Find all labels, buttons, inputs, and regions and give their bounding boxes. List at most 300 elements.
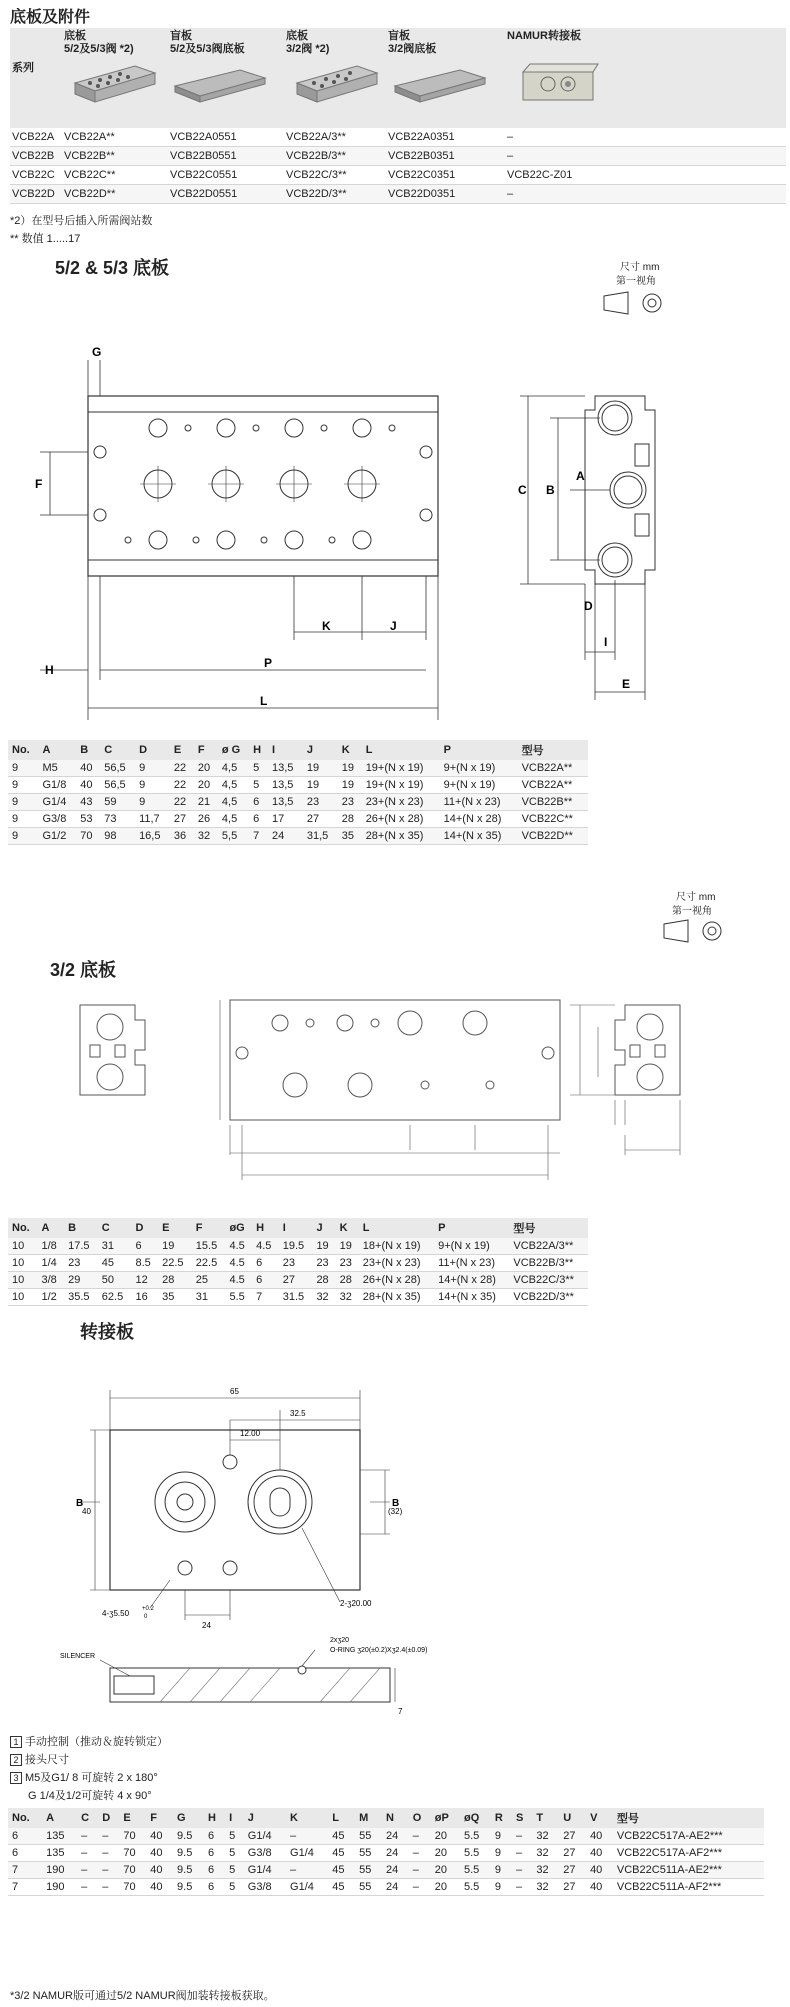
- table-cell: 35.5: [64, 1289, 98, 1306]
- col-header-base-52: 底板 5/2及5/3阀 *2): [64, 30, 134, 55]
- section-adapter-title: 转接板: [80, 1322, 134, 1342]
- series-cell: VCB22B/3**: [286, 150, 346, 162]
- table-cell: 7: [252, 1289, 279, 1306]
- series-cell: VCB22B**: [64, 150, 115, 162]
- table-cell: 190: [42, 1862, 77, 1879]
- table-cell: –: [98, 1845, 119, 1862]
- table-header-cell: D: [131, 1218, 158, 1238]
- table-cell: 16: [131, 1289, 158, 1306]
- table-cell: G3/8: [38, 811, 76, 828]
- series-cell: VCB22A: [12, 131, 55, 143]
- series-cell: VCB22A/3**: [286, 131, 346, 143]
- dim-65: 65: [230, 1387, 239, 1396]
- dim-note-52-1: 尺寸 mm: [620, 262, 660, 273]
- table-header-cell: 型号: [509, 1218, 588, 1238]
- table-cell: M5: [38, 760, 76, 777]
- note-num-3: 3: [10, 1772, 22, 1784]
- table-cell: 6: [204, 1828, 225, 1845]
- table-header-cell: R: [491, 1808, 512, 1828]
- table-cell: 28+(N x 35): [362, 828, 440, 845]
- table-cell: –: [512, 1845, 532, 1862]
- label-C: C: [518, 483, 527, 497]
- series-cell: VCB22C: [12, 169, 55, 181]
- dim-24: 24: [202, 1621, 211, 1630]
- table-cell: VCB22A**: [518, 760, 588, 777]
- table-cell: 6: [204, 1862, 225, 1879]
- table-cell: 9: [135, 777, 170, 794]
- table-cell: 5.5: [460, 1862, 491, 1879]
- table-cell: G3/8: [244, 1845, 286, 1862]
- table-cell: 32: [532, 1845, 559, 1862]
- table-cell: 10: [8, 1272, 37, 1289]
- label-H: H: [45, 663, 54, 677]
- table-header-cell: G: [173, 1808, 204, 1828]
- table-cell: 9: [491, 1828, 512, 1845]
- series-cell: VCB22D/3**: [286, 188, 347, 200]
- table-cell: 5.5: [460, 1845, 491, 1862]
- table-header-cell: D: [135, 740, 170, 760]
- table-cell: 31,5: [303, 828, 338, 845]
- section-32-title: 3/2 底板: [50, 960, 117, 980]
- label-A: A: [576, 469, 585, 483]
- base-plate-52-image: [70, 58, 160, 108]
- table-cell: 16,5: [135, 828, 170, 845]
- section-B-right: B: [392, 1498, 400, 1509]
- table-header-cell: J: [244, 1808, 286, 1828]
- table-cell: G1/4: [286, 1845, 328, 1862]
- dim-40: 40: [82, 1507, 91, 1516]
- table-cell: 36: [170, 828, 194, 845]
- page-title: 底板及附件: [10, 9, 91, 26]
- series-cell: –: [507, 150, 514, 162]
- table-header-cell: L: [328, 1808, 355, 1828]
- table-cell: 6: [8, 1828, 42, 1845]
- table-cell: 28: [312, 1272, 335, 1289]
- table-cell: VCB22A/3**: [509, 1238, 588, 1255]
- series-cell: VCB22D**: [64, 188, 116, 200]
- table-cell: VCB22A**: [518, 777, 588, 794]
- namur-plate-image: [518, 58, 598, 110]
- table-cell: 20: [194, 760, 218, 777]
- table-cell: 5: [225, 1879, 244, 1896]
- table-cell: –: [98, 1862, 119, 1879]
- table-cell: 4,5: [218, 760, 249, 777]
- adapter-note-1: [10, 1733, 168, 1749]
- series-cell: VCB22B: [12, 150, 55, 162]
- table-header-cell: I: [225, 1808, 244, 1828]
- table-cell: 70: [119, 1862, 146, 1879]
- table-cell: 28: [338, 811, 362, 828]
- table-header-cell: I: [279, 1218, 313, 1238]
- series-cell: VCB22C-Z01: [507, 169, 573, 181]
- table-cell: 20: [194, 777, 218, 794]
- table-cell: 70: [119, 1845, 146, 1862]
- col-header-namur: NAMUR转接板: [507, 30, 581, 42]
- table-cell: 5: [225, 1828, 244, 1845]
- dim-12: 12.00: [240, 1429, 261, 1438]
- table-cell: 24: [382, 1828, 409, 1845]
- note-text-3: M5及G1/ 8 可旋转 2 x 180°: [25, 1772, 158, 1784]
- table-cell: G3/8: [244, 1879, 286, 1896]
- table-cell: 19: [338, 777, 362, 794]
- series-row: [10, 128, 786, 147]
- table-cell: 29: [64, 1272, 98, 1289]
- note-text-1: 手动控制（推动＆旋转锁定）: [25, 1736, 168, 1748]
- table-cell: 14+(N x 28): [434, 1272, 509, 1289]
- table-header-cell: H: [249, 740, 268, 760]
- table-cell: 5: [225, 1862, 244, 1879]
- table-cell: –: [77, 1879, 98, 1896]
- first-angle-projection-icon: [600, 290, 670, 318]
- table-cell: 3/8: [37, 1272, 64, 1289]
- table-cell: 40: [76, 777, 100, 794]
- table-header-cell: I: [268, 740, 303, 760]
- table-cell: 24: [268, 828, 303, 845]
- table-cell: 19: [336, 1238, 359, 1255]
- table-cell: 45: [328, 1828, 355, 1845]
- label-E: E: [622, 677, 631, 691]
- table-cell: 5: [249, 760, 268, 777]
- series-cell: VCB22D: [12, 188, 55, 200]
- table-header-cell: F: [194, 740, 218, 760]
- series-cell: VCB22A**: [64, 131, 115, 143]
- drawing-32: [70, 985, 770, 1190]
- table-cell: 4,5: [218, 811, 249, 828]
- table-cell: –: [286, 1862, 328, 1879]
- table-cell: 27: [559, 1828, 586, 1845]
- table-row: [8, 777, 588, 794]
- table-cell: 9: [491, 1845, 512, 1862]
- table-cell: 40: [146, 1828, 173, 1845]
- table-cell: 23: [303, 794, 338, 811]
- table-cell: 45: [328, 1845, 355, 1862]
- table-header-cell: L: [362, 740, 440, 760]
- table-header-cell: M: [355, 1808, 382, 1828]
- table-cell: 26+(N x 28): [362, 811, 440, 828]
- table-cell: 1/8: [37, 1238, 64, 1255]
- dim-32: (32): [388, 1507, 403, 1516]
- label-J: J: [390, 619, 397, 633]
- table-32: [8, 1218, 588, 1306]
- table-cell: 20: [431, 1879, 460, 1896]
- adapter-note-extra: G 1/4及1/2可旋转 4 x 90°: [28, 1790, 152, 1802]
- table-header-cell: E: [170, 740, 194, 760]
- table-cell: 40: [586, 1845, 613, 1862]
- table-cell: –: [409, 1862, 431, 1879]
- table-cell: 32: [312, 1289, 335, 1306]
- table-cell: 9.5: [173, 1879, 204, 1896]
- table-cell: –: [98, 1879, 119, 1896]
- table-cell: 18+(N x 19): [359, 1238, 434, 1255]
- table-header-cell: F: [192, 1218, 226, 1238]
- series-table-body: [10, 128, 786, 204]
- table-cell: 23: [64, 1255, 98, 1272]
- series-cell: VCB22B0351: [388, 150, 455, 162]
- table-cell: 23: [338, 794, 362, 811]
- table-cell: 9: [135, 794, 170, 811]
- table-cell: 27: [559, 1862, 586, 1879]
- series-cell: VCB22C/3**: [286, 169, 347, 181]
- table-header-cell: K: [338, 740, 362, 760]
- table-cell: 135: [42, 1845, 77, 1862]
- table-cell: VCB22B/3**: [509, 1255, 588, 1272]
- dim-note-32-1: 尺寸 mm: [676, 892, 716, 903]
- table-header-cell: P: [440, 740, 518, 760]
- table-cell: 14+(N x 35): [440, 828, 518, 845]
- table-cell: 20: [431, 1828, 460, 1845]
- table-header-cell: B: [76, 740, 100, 760]
- table-header-cell: L: [359, 1218, 434, 1238]
- table-cell: 9.5: [173, 1845, 204, 1862]
- table-cell: 7: [249, 828, 268, 845]
- table-cell: 24: [382, 1879, 409, 1896]
- table-cell: G1/8: [38, 777, 76, 794]
- series-cell: VCB22D0551: [170, 188, 238, 200]
- series-cell: VCB22C0551: [170, 169, 238, 181]
- table-cell: 40: [586, 1862, 613, 1879]
- table-cell: 11,7: [135, 811, 170, 828]
- table-row: [8, 811, 588, 828]
- table-cell: 6: [8, 1845, 42, 1862]
- table-cell: –: [409, 1828, 431, 1845]
- table-header-cell: No.: [8, 740, 38, 760]
- table-cell: 4.5: [225, 1255, 252, 1272]
- table-cell: VCB22D**: [518, 828, 588, 845]
- table-cell: 14+(N x 35): [434, 1289, 509, 1306]
- series-table: [10, 28, 786, 204]
- adapter-note-3: [10, 1769, 158, 1785]
- table-cell: 11+(N x 23): [440, 794, 518, 811]
- table-cell: –: [77, 1828, 98, 1845]
- table-row: [8, 760, 588, 777]
- table-row: [8, 794, 588, 811]
- label-L: L: [260, 694, 268, 708]
- table-cell: 9+(N x 19): [434, 1238, 509, 1255]
- table-header-cell: No.: [8, 1218, 37, 1238]
- oring-label: O-RING ʒ20(±0.2)Xʒ2.4(±0.09): [330, 1647, 428, 1654]
- table-cell: 22.5: [192, 1255, 226, 1272]
- table-cell: VCB22C511A-AF2***: [613, 1879, 764, 1896]
- table-cell: 32: [532, 1879, 559, 1896]
- table-cell: 45: [98, 1255, 132, 1272]
- table-cell: 5: [225, 1845, 244, 1862]
- first-angle-projection-icon-32: [660, 918, 730, 946]
- table-header-cell: A: [38, 740, 76, 760]
- table-cell: 6: [252, 1255, 279, 1272]
- table-cell: 10: [8, 1238, 37, 1255]
- table-cell: 55: [355, 1879, 382, 1896]
- note-num-1: 1: [10, 1736, 22, 1748]
- table-header-cell: S: [512, 1808, 532, 1828]
- table-row: [8, 1845, 764, 1862]
- label-D: D: [584, 599, 593, 613]
- table-header-cell: A: [42, 1808, 77, 1828]
- table-cell: 55: [355, 1828, 382, 1845]
- table-header-cell: øG: [225, 1218, 252, 1238]
- table-cell: 5.5: [225, 1289, 252, 1306]
- note-top-2: ** 数值 1.....17: [10, 233, 81, 245]
- label-P: P: [264, 656, 273, 670]
- blank-plate-52-image: [170, 64, 270, 108]
- table-cell: 28: [158, 1272, 192, 1289]
- table-cell: 59: [100, 794, 135, 811]
- table-cell: 27: [170, 811, 194, 828]
- section-52-title: 5/2 & 5/3 底板: [55, 258, 170, 278]
- series-row: [10, 166, 786, 185]
- table-cell: 27: [279, 1272, 313, 1289]
- table-cell: G1/4: [244, 1828, 286, 1845]
- table-header-cell: 型号: [518, 740, 588, 760]
- table-cell: 9: [491, 1879, 512, 1896]
- table-cell: 26: [194, 811, 218, 828]
- label-I: I: [604, 635, 608, 649]
- dim-note-32-2: 第一视角: [672, 906, 712, 917]
- table-cell: 9: [8, 828, 38, 845]
- table-cell: 6: [204, 1879, 225, 1896]
- series-row: [10, 185, 786, 204]
- table-cell: 6: [131, 1238, 158, 1255]
- table-cell: 53: [76, 811, 100, 828]
- series-cell: VCB22A0551: [170, 131, 237, 143]
- table-header-cell: P: [434, 1218, 509, 1238]
- table-cell: 190: [42, 1879, 77, 1896]
- table-cell: 6: [252, 1272, 279, 1289]
- dim-7: 7: [398, 1707, 403, 1716]
- table-cell: 70: [119, 1828, 146, 1845]
- table-header-cell: B: [64, 1218, 98, 1238]
- table-cell: 22.5: [158, 1255, 192, 1272]
- table-cell: 135: [42, 1828, 77, 1845]
- table-header-cell: øP: [431, 1808, 460, 1828]
- table-cell: 10: [8, 1255, 37, 1272]
- table-header-cell: C: [100, 740, 135, 760]
- table-cell: 40: [146, 1862, 173, 1879]
- table-cell: 32: [532, 1862, 559, 1879]
- table-cell: 26+(N x 28): [359, 1272, 434, 1289]
- table-cell: 17.5: [64, 1238, 98, 1255]
- table-cell: G1/4: [38, 794, 76, 811]
- table-cell: 5,5: [218, 828, 249, 845]
- table-row: [8, 828, 588, 845]
- table-cell: VCB22C/3**: [509, 1272, 588, 1289]
- table-cell: –: [409, 1879, 431, 1896]
- table-row: [8, 1289, 588, 1306]
- table-cell: 27: [559, 1879, 586, 1896]
- table-cell: 4,5: [218, 777, 249, 794]
- table-cell: 9: [8, 777, 38, 794]
- table-cell: 73: [100, 811, 135, 828]
- table-cell: 9.5: [173, 1862, 204, 1879]
- table-cell: 27: [559, 1845, 586, 1862]
- label-G: G: [92, 345, 102, 359]
- table-cell: VCB22D/3**: [509, 1289, 588, 1306]
- table-cell: G1/4: [244, 1862, 286, 1879]
- table-cell: 56,5: [100, 777, 135, 794]
- table-cell: 22: [170, 794, 194, 811]
- table-cell: 1/2: [37, 1289, 64, 1306]
- table-adapter: [8, 1808, 764, 1896]
- table-header-cell: H: [252, 1218, 279, 1238]
- section-B-left: B: [76, 1498, 84, 1509]
- d20-label: 2xʒ20: [330, 1637, 349, 1644]
- table-cell: 9: [8, 794, 38, 811]
- table-header-cell: V: [586, 1808, 613, 1828]
- table-cell: 10: [8, 1289, 37, 1306]
- tol-zero: 0: [144, 1614, 148, 1620]
- table-cell: 43: [76, 794, 100, 811]
- series-table-header: [10, 28, 786, 128]
- table-cell: 9: [8, 760, 38, 777]
- table-header-cell: E: [158, 1218, 192, 1238]
- table-header-cell: C: [98, 1218, 132, 1238]
- table-cell: 40: [586, 1879, 613, 1896]
- adapter-footnote: *3/2 NAMUR版可通过5/2 NAMUR阀加装转接板获取。: [10, 1990, 275, 2002]
- table-cell: 9+(N x 19): [440, 760, 518, 777]
- table-cell: 19: [303, 777, 338, 794]
- table-cell: 13,5: [268, 777, 303, 794]
- label-F: F: [35, 477, 43, 491]
- series-cell: VCB22C0351: [388, 169, 456, 181]
- table-cell: –: [98, 1828, 119, 1845]
- col-header-blank-52: 盲板 5/2及5/3阀底板: [170, 30, 245, 55]
- table-cell: 9: [8, 811, 38, 828]
- drawing-52: [35, 340, 740, 730]
- table-cell: 4.5: [252, 1238, 279, 1255]
- table-cell: 5.5: [460, 1828, 491, 1845]
- table-cell: 31: [192, 1289, 226, 1306]
- table-cell: 70: [119, 1879, 146, 1896]
- note-num-2: 2: [10, 1754, 22, 1766]
- table-header-cell: ø G: [218, 740, 249, 760]
- table-cell: 32: [336, 1289, 359, 1306]
- table-cell: 13,5: [268, 794, 303, 811]
- table-header-cell: N: [382, 1808, 409, 1828]
- table-cell: 9.5: [173, 1828, 204, 1845]
- table-row: [8, 1272, 588, 1289]
- silencer-label: SILENCER: [60, 1653, 96, 1660]
- table-header-cell: A: [37, 1218, 64, 1238]
- table-cell: 40: [146, 1845, 173, 1862]
- table-cell: 27: [303, 811, 338, 828]
- table-cell: 55: [355, 1862, 382, 1879]
- table-header-cell: U: [559, 1808, 586, 1828]
- table-cell: 8.5: [131, 1255, 158, 1272]
- table-cell: 14+(N x 28): [440, 811, 518, 828]
- table-header-cell: J: [303, 740, 338, 760]
- table-cell: 6: [204, 1845, 225, 1862]
- table-cell: 6: [249, 811, 268, 828]
- label-B: B: [546, 483, 555, 497]
- table-cell: 9: [135, 760, 170, 777]
- table-cell: –: [512, 1862, 532, 1879]
- table-cell: VCB22B**: [518, 794, 588, 811]
- table-cell: –: [77, 1845, 98, 1862]
- table-header-cell: O: [409, 1808, 431, 1828]
- series-cell: VCB22D0351: [388, 188, 456, 200]
- table-cell: 31.5: [279, 1289, 313, 1306]
- table-cell: 9: [491, 1862, 512, 1879]
- table-cell: G1/2: [38, 828, 76, 845]
- series-label: 系列: [12, 62, 34, 74]
- table-cell: 40: [76, 760, 100, 777]
- table-cell: 45: [328, 1879, 355, 1896]
- col-header-blank-32: 盲板 3/2阀底板: [388, 30, 437, 55]
- table-cell: 32: [194, 828, 218, 845]
- table-header-cell: K: [286, 1808, 328, 1828]
- series-cell: –: [507, 131, 514, 143]
- table-cell: 19+(N x 19): [362, 777, 440, 794]
- drawing-adapter: [40, 1350, 440, 1730]
